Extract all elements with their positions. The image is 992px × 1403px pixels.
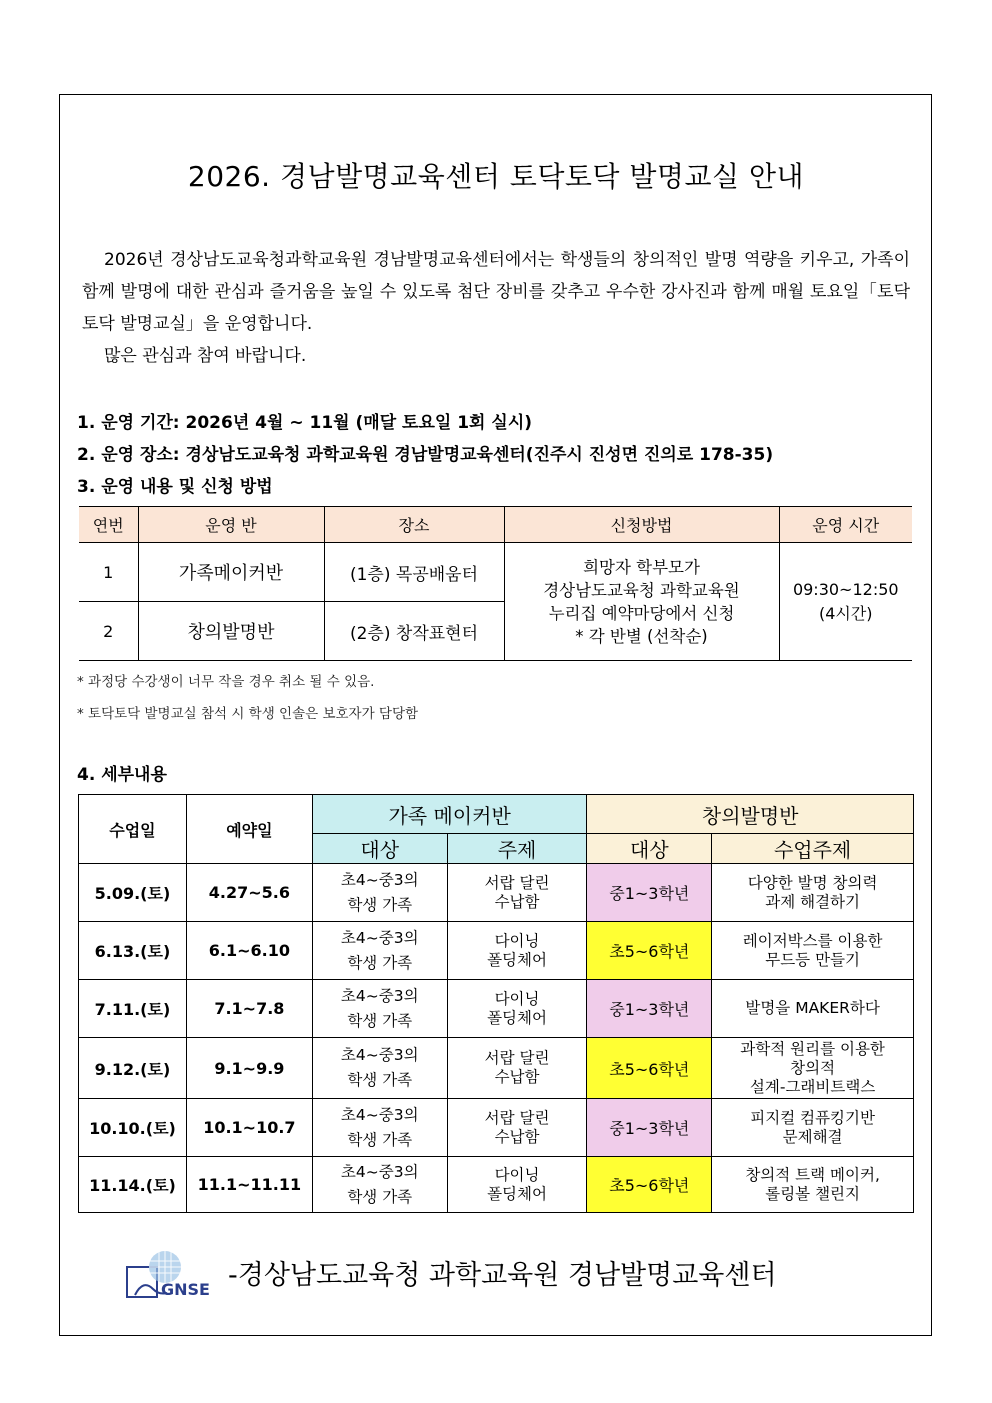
cell-line: 창의적 [790, 1058, 836, 1077]
cell-line: 수납함 [494, 892, 540, 911]
cell-line: 학생 가족 [347, 895, 413, 914]
cell-line: 서랍 달린 [484, 1108, 550, 1127]
cell-line: 서랍 달린 [484, 873, 550, 892]
item-method: 3. 운영 내용 및 신청 방법 [77, 477, 273, 497]
header-no: 연번 [79, 507, 138, 543]
row-no: 1 [79, 543, 138, 602]
invent-target: 중1~3학년 [587, 980, 712, 1038]
row-no: 2 [79, 602, 138, 661]
reserve-period: 7.1~7.8 [186, 980, 312, 1038]
row-class: 가족메이커반 [138, 543, 324, 602]
cell-line: 학생 가족 [347, 953, 413, 972]
invent-target: 초5~6학년 [587, 922, 712, 980]
operation-table [79, 506, 912, 661]
sub-target: 대상 [312, 834, 447, 864]
header-time: 운영 시간 [779, 507, 912, 543]
class-date: 10.10.(토) [79, 1099, 187, 1157]
time-duration: (4시간) [818, 603, 873, 623]
family-target [312, 1038, 447, 1099]
intro-closing: 많은 관심과 참여 바랍니다. [104, 346, 307, 366]
family-target [312, 864, 447, 922]
cell-line: 문제해결 [782, 1127, 843, 1146]
family-target [312, 980, 447, 1038]
invent-target: 중1~3학년 [587, 864, 712, 922]
class-date: 7.11.(토) [79, 980, 187, 1038]
sub-topic: 주제 [447, 834, 587, 864]
reserve-period: 4.27~5.6 [186, 864, 312, 922]
invent-target: 초5~6학년 [587, 1038, 712, 1099]
intro-paragraph: 2026년 경상남도교육청과학교육원 경남발명교육센터에서는 학생들의 창의적인 발명 역량을 키우고, 가족이 함께 발명에 대한 관심과 즐거움을 높일 수 있도록 첨단 장비를 갖추고 우수한 강사진과 함께 매월 토요일「토닥토닥 발명교실」을 운영합니다. [82, 250, 910, 334]
item-period: 1. 운영 기간: 2026년 4월 ~ 11월 (매달 토요일 1회 실시) [77, 413, 533, 433]
invent-topic [712, 1038, 914, 1099]
family-topic [447, 1099, 587, 1157]
cell-line: 창의적 트랙 메이커, [745, 1165, 880, 1184]
svg-text:GNSE: GNSE [161, 1280, 210, 1299]
run-time [779, 543, 912, 661]
invent-target: 중1~3학년 [587, 1099, 712, 1157]
table-row [79, 980, 914, 1038]
header-place: 장소 [324, 507, 504, 543]
note: * 과정당 수강생이 너무 작을 경우 취소 될 수 있음. [77, 674, 375, 690]
cell-line: 학생 가족 [347, 1130, 413, 1149]
cell-line: 서랍 달린 [484, 1049, 550, 1067]
apply-line: 희망자 학부모가 [583, 557, 700, 577]
schedule-body [79, 864, 914, 1213]
row-place: (2층) 창작표현터 [324, 602, 504, 661]
cell-line: 초4~중3의 [340, 986, 419, 1005]
gnse-logo [125, 1249, 225, 1299]
table-row [79, 864, 914, 922]
class-date: 6.13.(토) [79, 922, 187, 980]
time-value: 09:30~12:50 [792, 579, 899, 599]
item-details: 4. 세부내용 [77, 765, 167, 785]
cell-line: 무드등 만들기 [765, 950, 860, 969]
sub-topic2: 수업주제 [712, 834, 914, 864]
table-row [79, 1099, 914, 1157]
cell-line: 폴딩체어 [487, 1184, 547, 1203]
family-target [312, 1099, 447, 1157]
cell-line: 과학적 원리를 이용한 [740, 1039, 885, 1058]
reserve-period: 11.1~11.11 [186, 1157, 312, 1213]
sub-target2: 대상 [587, 834, 712, 864]
apply-line: 누리집 예약마당에서 신청 [548, 603, 735, 623]
reserve-period: 6.1~6.10 [186, 922, 312, 980]
cell-line: 다양한 발명 창의력 [747, 873, 878, 892]
cell-line: 학생 가족 [347, 1071, 413, 1089]
row-class: 창의발명반 [138, 602, 324, 661]
reserve-period: 10.1~10.7 [186, 1099, 312, 1157]
col-reserve: 예약일 [186, 795, 312, 864]
reserve-period: 9.1~9.9 [186, 1038, 312, 1099]
cell-line: 초4~중3의 [340, 1162, 419, 1181]
cell-line: 초4~중3의 [340, 870, 419, 889]
item-place: 2. 운영 장소: 경상남도교육청 과학교육원 경남발명교육센터(진주시 진성면 진의로 178-35) [77, 445, 774, 465]
cell-line: 초4~중3의 [340, 1046, 419, 1064]
family-topic [447, 864, 587, 922]
family-topic [447, 1157, 587, 1213]
cell-line: 다이닝 [494, 989, 540, 1008]
apply-method [504, 543, 779, 661]
cell-line: 폴딩체어 [487, 1008, 547, 1027]
family-target [312, 922, 447, 980]
invent-topic [712, 922, 914, 980]
cell-line: 다이닝 [494, 931, 540, 950]
apply-line: 경상남도교육청 과학교육원 [543, 580, 740, 600]
family-topic [447, 1038, 587, 1099]
cell-line: 초4~중3의 [340, 1105, 419, 1124]
schedule-table [78, 794, 914, 1213]
cell-line: 과제 해결하기 [765, 892, 860, 911]
invent-topic [712, 1157, 914, 1213]
cell-line: 학생 가족 [347, 1011, 413, 1030]
invent-topic [712, 980, 914, 1038]
class-date: 11.14.(토) [79, 1157, 187, 1213]
note: * 토닥토닥 발명교실 참석 시 학생 인솔은 보호자가 담당함 [77, 706, 419, 722]
cell-line: 다이닝 [494, 1165, 540, 1184]
cell-line: 학생 가족 [347, 1187, 413, 1206]
invent-target: 초5~6학년 [587, 1157, 712, 1213]
cell-line: 수납함 [494, 1068, 540, 1086]
operation-table-header [79, 507, 912, 543]
cell-line: 롤링볼 챌린지 [765, 1184, 860, 1203]
table-row [79, 922, 914, 980]
cell-line: 초4~중3의 [340, 928, 419, 947]
apply-line: * 각 반별 (선착순) [575, 626, 708, 646]
family-target [312, 1157, 447, 1213]
cell-line: 설계-그래비트랙스 [749, 1077, 876, 1096]
cell-line: 폴딩체어 [487, 950, 547, 969]
cell-line: 수납함 [494, 1127, 540, 1146]
group-family: 가족 메이커반 [312, 795, 587, 834]
cell-line: 발명을 MAKER하다 [745, 999, 880, 1017]
invent-topic [712, 864, 914, 922]
table-row [79, 1038, 914, 1099]
col-date: 수업일 [79, 795, 187, 864]
family-topic [447, 922, 587, 980]
schedule-group-header [79, 795, 914, 834]
page-title: 2026. 경남발명교육센터 토닥토닥 발명교실 안내 [187, 160, 805, 193]
class-date: 5.09.(토) [79, 864, 187, 922]
cell-line: 레이저박스를 이용한 [742, 931, 883, 950]
header-class: 운영 반 [138, 507, 324, 543]
class-date: 9.12.(토) [79, 1038, 187, 1099]
footer-org: -경상남도교육청 과학교육원 경남발명교육센터 [228, 1260, 777, 1291]
header-apply: 신청방법 [504, 507, 779, 543]
family-topic [447, 980, 587, 1038]
row-place: (1층) 목공배움터 [324, 543, 504, 602]
table-row [79, 543, 912, 602]
table-row [79, 1157, 914, 1213]
group-invent: 창의발명반 [587, 795, 914, 834]
intro-text [82, 244, 910, 372]
cell-line: 피지컬 컴퓨킹기반 [750, 1108, 875, 1127]
invent-topic [712, 1099, 914, 1157]
